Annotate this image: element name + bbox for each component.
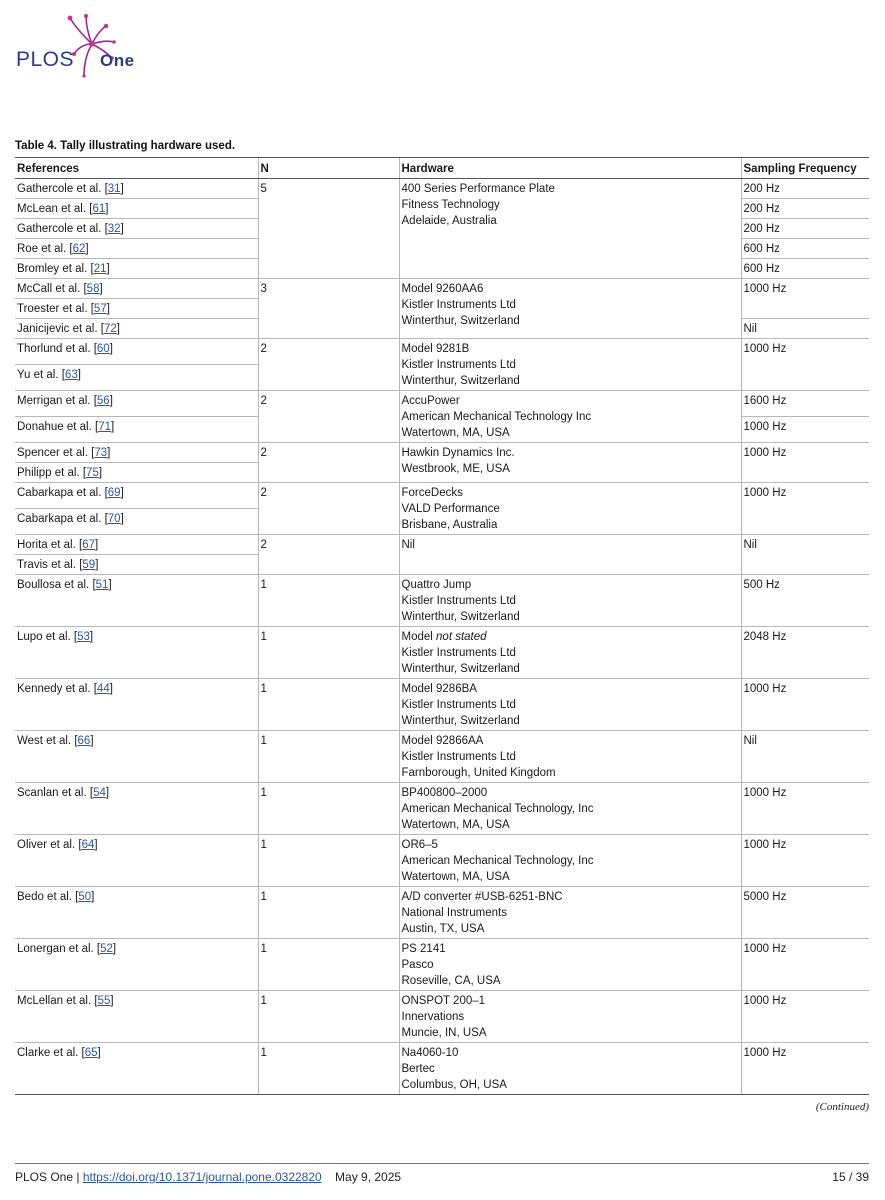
reference-author: Spencer et al. bbox=[17, 447, 88, 459]
hardware-text: Quattro Jump bbox=[401, 579, 472, 591]
hardware-text: ONSPOT 200–1 bbox=[401, 995, 486, 1007]
reference-author: Lonergan et al. bbox=[17, 943, 94, 955]
reference-cell: Troester et al. [57] bbox=[15, 299, 258, 319]
hardware-cell bbox=[399, 535, 741, 575]
sampling-frequency-cell: Nil bbox=[741, 731, 869, 783]
hardware-text: Model 9286BA bbox=[401, 683, 477, 695]
hardware-line bbox=[402, 661, 739, 677]
citation-link[interactable]: 71 bbox=[98, 421, 111, 433]
hardware-table bbox=[15, 157, 869, 1095]
hardware-cell bbox=[399, 991, 741, 1043]
reference-author: Yu et al. bbox=[17, 369, 59, 381]
reference-author: Bromley et al. bbox=[17, 263, 88, 275]
footer-separator: | bbox=[73, 1170, 83, 1184]
hardware-line bbox=[402, 281, 739, 297]
citation-link[interactable]: 58 bbox=[86, 283, 100, 295]
sampling-frequency-cell: 600 Hz bbox=[741, 239, 869, 259]
journal-logo bbox=[14, 14, 184, 78]
sampling-frequency-cell: 1000 Hz bbox=[741, 783, 869, 835]
sampling-frequency-cell: 1000 Hz bbox=[741, 939, 869, 991]
sampling-frequency-cell: 200 Hz bbox=[741, 199, 869, 219]
reference-cell: Philipp et al. [75] bbox=[15, 463, 258, 483]
hardware-text: Kistler Instruments Ltd bbox=[401, 595, 516, 607]
reference-cell: McLean et al. [61] bbox=[15, 199, 258, 219]
hardware-text: Kistler Instruments Ltd bbox=[401, 647, 516, 659]
hardware-line bbox=[402, 537, 739, 553]
hardware-text: VALD Performance bbox=[401, 503, 500, 515]
reference-author: Travis et al. bbox=[17, 559, 77, 571]
hardware-line bbox=[402, 973, 739, 989]
citation-link[interactable]: 44 bbox=[96, 683, 110, 695]
reference-author: McCall et al. bbox=[17, 283, 81, 295]
hardware-italic-note: not stated bbox=[436, 631, 487, 643]
hardware-text: Austin, TX, USA bbox=[401, 923, 485, 935]
citation-link[interactable]: 50 bbox=[78, 891, 92, 903]
hardware-line bbox=[402, 853, 739, 869]
hardware-text: BP400800–2000 bbox=[401, 787, 488, 799]
hardware-text: Hawkin Dynamics Inc. bbox=[401, 447, 515, 459]
hardware-text: Brisbane, Australia bbox=[401, 519, 498, 531]
table-row bbox=[15, 939, 869, 991]
n-cell: 3 bbox=[258, 279, 399, 339]
table-row bbox=[15, 1043, 869, 1095]
page-number: 15 / 39 bbox=[832, 1170, 869, 1184]
table-row bbox=[15, 627, 869, 679]
doi-link[interactable]: https://doi.org/10.1371/journal.pone.0322820 bbox=[82, 1170, 322, 1184]
citation-link[interactable]: 21 bbox=[93, 263, 107, 275]
reference-author: McLellan et al. bbox=[17, 995, 92, 1007]
hardware-text: Winterthur, Switzerland bbox=[401, 715, 520, 727]
table-row bbox=[15, 575, 869, 627]
page-footer bbox=[15, 1170, 869, 1184]
reference-author: Donahue et al. bbox=[17, 421, 92, 433]
hardware-cell bbox=[399, 279, 741, 339]
n-cell: 1 bbox=[258, 575, 399, 627]
sampling-frequency-cell: 5000 Hz bbox=[741, 887, 869, 939]
sampling-frequency-cell: 200 Hz bbox=[741, 219, 869, 239]
sampling-frequency-cell: 1600 Hz bbox=[741, 391, 869, 417]
hardware-text: Model bbox=[401, 631, 437, 643]
hardware-line bbox=[402, 373, 739, 389]
reference-cell: Roe et al. [62] bbox=[15, 239, 258, 259]
reference-cell: Kennedy et al. [44] bbox=[15, 679, 258, 731]
reference-cell: Lupo et al. [53] bbox=[15, 627, 258, 679]
hardware-text: Columbus, OH, USA bbox=[401, 1079, 507, 1091]
hardware-line bbox=[402, 785, 739, 801]
hardware-line bbox=[402, 1061, 739, 1077]
reference-cell: Janicijevic et al. [72] bbox=[15, 319, 258, 339]
table-row bbox=[15, 391, 869, 417]
reference-cell: Gathercole et al. [31] bbox=[15, 179, 258, 199]
citation-link[interactable]: 59 bbox=[82, 559, 96, 571]
hardware-text: 400 Series Performance Plate bbox=[401, 183, 555, 195]
logo-one: One bbox=[100, 51, 135, 70]
citation-link[interactable]: 64 bbox=[81, 839, 95, 851]
n-cell: 1 bbox=[258, 939, 399, 991]
reference-cell: Cabarkapa et al. [70] bbox=[15, 509, 258, 535]
reference-cell: West et al. [66] bbox=[15, 731, 258, 783]
table-row bbox=[15, 783, 869, 835]
hardware-line bbox=[402, 713, 739, 729]
sampling-frequency-cell: 1000 Hz bbox=[741, 279, 869, 319]
hardware-text: Nil bbox=[401, 539, 415, 551]
hardware-text: Winterthur, Switzerland bbox=[401, 315, 520, 327]
table-row bbox=[15, 483, 869, 509]
hardware-line bbox=[402, 297, 739, 313]
n-cell: 2 bbox=[258, 391, 399, 443]
hardware-line bbox=[402, 993, 739, 1009]
hardware-text: ForceDecks bbox=[401, 487, 463, 499]
continued-label: (Continued) bbox=[815, 1101, 869, 1113]
hardware-text: Westbrook, ME, USA bbox=[401, 463, 510, 475]
hardware-line bbox=[402, 409, 739, 425]
n-cell: 1 bbox=[258, 991, 399, 1043]
hardware-text: American Mechanical Technology, Inc bbox=[401, 855, 594, 867]
hardware-cell bbox=[399, 443, 741, 483]
reference-author: Oliver et al. bbox=[17, 839, 76, 851]
reference-cell: Clarke et al. [65] bbox=[15, 1043, 258, 1095]
hardware-line bbox=[402, 733, 739, 749]
sampling-frequency-cell: 1000 Hz bbox=[741, 1043, 869, 1095]
hardware-line bbox=[402, 1025, 739, 1041]
hardware-line bbox=[402, 517, 739, 533]
reference-cell: McCall et al. [58] bbox=[15, 279, 258, 299]
hardware-text: Fitness Technology bbox=[401, 199, 500, 211]
reference-cell: Gathercole et al. [32] bbox=[15, 219, 258, 239]
hardware-text: Roseville, CA, USA bbox=[401, 975, 501, 987]
hardware-line bbox=[402, 629, 739, 645]
hardware-line bbox=[402, 357, 739, 373]
reference-cell: Cabarkapa et al. [69] bbox=[15, 483, 258, 509]
hardware-text: Kistler Instruments Ltd bbox=[401, 751, 516, 763]
hardware-text: Model 92866AA bbox=[401, 735, 484, 747]
hardware-cell bbox=[399, 1043, 741, 1095]
hardware-text: Winterthur, Switzerland bbox=[401, 663, 520, 675]
hardware-line bbox=[402, 921, 739, 937]
hardware-text: Kistler Instruments Ltd bbox=[401, 699, 516, 711]
reference-author: Clarke et al. bbox=[17, 1047, 79, 1059]
hardware-cell bbox=[399, 835, 741, 887]
reference-author: West et al. bbox=[17, 735, 72, 747]
sampling-frequency-cell: 1000 Hz bbox=[741, 339, 869, 391]
reference-author: Gathercole et al. bbox=[17, 183, 102, 195]
hardware-text: AccuPower bbox=[401, 395, 460, 407]
table-row bbox=[15, 731, 869, 783]
table-row bbox=[15, 679, 869, 731]
sampling-frequency-cell: 1000 Hz bbox=[741, 991, 869, 1043]
sampling-frequency-cell: 1000 Hz bbox=[741, 417, 869, 443]
sampling-frequency-cell: 2048 Hz bbox=[741, 627, 869, 679]
hardware-line bbox=[402, 181, 739, 197]
sampling-frequency-cell: 1000 Hz bbox=[741, 483, 869, 535]
hardware-text: Innervations bbox=[401, 1011, 465, 1023]
table-row bbox=[15, 887, 869, 939]
reference-cell: Merrigan et al. [56] bbox=[15, 391, 258, 417]
hardware-text: National Instruments bbox=[401, 907, 507, 919]
citation-link[interactable]: 32 bbox=[107, 223, 121, 235]
reference-cell: Scanlan et al. [54] bbox=[15, 783, 258, 835]
reference-cell: Boullosa et al. [51] bbox=[15, 575, 258, 627]
col-header-sampling-frequency: Sampling Frequency bbox=[741, 158, 869, 179]
hardware-line bbox=[402, 817, 739, 833]
hardware-cell bbox=[399, 627, 741, 679]
table-row bbox=[15, 339, 869, 365]
reference-cell: McLellan et al. [55] bbox=[15, 991, 258, 1043]
table-header-row bbox=[15, 158, 869, 179]
hardware-cell bbox=[399, 575, 741, 627]
hardware-text: Winterthur, Switzerland bbox=[401, 375, 520, 387]
table-body bbox=[15, 179, 869, 1095]
hardware-line bbox=[402, 501, 739, 517]
citation-link[interactable]: 73 bbox=[94, 447, 108, 459]
reference-author: Lupo et al. bbox=[17, 631, 71, 643]
sampling-frequency-cell: 1000 Hz bbox=[741, 443, 869, 483]
reference-cell: Bedo et al. [50] bbox=[15, 887, 258, 939]
citation-link[interactable]: 51 bbox=[95, 579, 109, 591]
sampling-frequency-cell: Nil bbox=[741, 319, 869, 339]
hardware-line bbox=[402, 593, 739, 609]
citation-link[interactable]: 67 bbox=[82, 539, 95, 551]
hardware-text: Adelaide, Australia bbox=[401, 215, 497, 227]
hardware-text: Na4060-10 bbox=[401, 1047, 459, 1059]
table-row bbox=[15, 179, 869, 199]
reference-cell: Oliver et al. [64] bbox=[15, 835, 258, 887]
reference-author: Philipp et al. bbox=[17, 467, 80, 479]
reference-author: Cabarkapa et al. bbox=[17, 487, 102, 499]
reference-author: Kennedy et al. bbox=[17, 683, 91, 695]
hardware-text: Watertown, MA, USA bbox=[401, 427, 510, 439]
n-cell: 1 bbox=[258, 783, 399, 835]
col-header-hardware: Hardware bbox=[399, 158, 741, 179]
hardware-cell bbox=[399, 179, 741, 279]
hardware-cell bbox=[399, 391, 741, 443]
hardware-cell bbox=[399, 339, 741, 391]
hardware-line bbox=[402, 313, 739, 329]
hardware-line bbox=[402, 341, 739, 357]
sampling-frequency-cell: 600 Hz bbox=[741, 259, 869, 279]
reference-cell: Horita et al. [67] bbox=[15, 535, 258, 555]
reference-author: Horita et al. bbox=[17, 539, 76, 551]
citation-link[interactable]: 56 bbox=[96, 395, 110, 407]
reference-author: Boullosa et al. bbox=[17, 579, 90, 591]
reference-author: Merrigan et al. bbox=[17, 395, 91, 407]
citation-link[interactable]: 55 bbox=[97, 995, 111, 1007]
citation-link[interactable]: 70 bbox=[107, 513, 121, 525]
n-cell: 2 bbox=[258, 339, 399, 391]
n-cell: 1 bbox=[258, 731, 399, 783]
footer-date: May 9, 2025 bbox=[335, 1170, 402, 1184]
hardware-line bbox=[402, 577, 739, 593]
hardware-text: American Mechanical Technology, Inc bbox=[401, 803, 594, 815]
hardware-line bbox=[402, 957, 739, 973]
reference-author: Scanlan et al. bbox=[17, 787, 87, 799]
hardware-line bbox=[402, 445, 739, 461]
citation-link[interactable]: 66 bbox=[77, 735, 91, 747]
hardware-line bbox=[402, 801, 739, 817]
citation-link[interactable]: 60 bbox=[96, 343, 110, 355]
logo-wordmark bbox=[16, 48, 135, 72]
hardware-text: Pasco bbox=[401, 959, 434, 971]
n-cell: 1 bbox=[258, 835, 399, 887]
n-cell: 5 bbox=[258, 179, 399, 279]
table-row bbox=[15, 279, 869, 299]
footer-journal: PLOS One bbox=[15, 1170, 74, 1184]
hardware-line bbox=[402, 889, 739, 905]
hardware-cell bbox=[399, 939, 741, 991]
hardware-cell bbox=[399, 679, 741, 731]
hardware-text: PS 2141 bbox=[401, 943, 446, 955]
reference-cell: Thorlund et al. [60] bbox=[15, 339, 258, 365]
hardware-line bbox=[402, 485, 739, 501]
sampling-frequency-cell: 500 Hz bbox=[741, 575, 869, 627]
citation-link[interactable]: 72 bbox=[103, 323, 117, 335]
hardware-text: Watertown, MA, USA bbox=[401, 819, 510, 831]
hardware-cell bbox=[399, 731, 741, 783]
col-header-references: References bbox=[15, 158, 258, 179]
hardware-text: American Mechanical Technology Inc bbox=[401, 411, 592, 423]
hardware-line bbox=[402, 869, 739, 885]
n-cell: 2 bbox=[258, 535, 399, 575]
col-header-n: N bbox=[258, 158, 399, 179]
citation-link[interactable]: 57 bbox=[93, 303, 107, 315]
reference-cell: Bromley et al. [21] bbox=[15, 259, 258, 279]
citation-link[interactable]: 75 bbox=[86, 467, 99, 479]
hardware-line bbox=[402, 681, 739, 697]
table-row bbox=[15, 835, 869, 887]
hardware-line bbox=[402, 697, 739, 713]
citation-link[interactable]: 65 bbox=[84, 1047, 98, 1059]
citation-link[interactable]: 54 bbox=[93, 787, 106, 799]
hardware-line bbox=[402, 393, 739, 409]
n-cell: 1 bbox=[258, 679, 399, 731]
n-cell: 2 bbox=[258, 443, 399, 483]
table-row bbox=[15, 991, 869, 1043]
reference-cell: Lonergan et al. [52] bbox=[15, 939, 258, 991]
citation-link[interactable]: 61 bbox=[92, 203, 106, 215]
reference-author: Gathercole et al. bbox=[17, 223, 102, 235]
n-cell: 1 bbox=[258, 627, 399, 679]
hardware-line bbox=[402, 837, 739, 853]
n-cell: 1 bbox=[258, 1043, 399, 1095]
n-cell: 1 bbox=[258, 887, 399, 939]
hardware-line bbox=[402, 941, 739, 957]
hardware-text: Bertec bbox=[401, 1063, 435, 1075]
hardware-text: Muncie, IN, USA bbox=[401, 1027, 487, 1039]
hardware-line bbox=[402, 645, 739, 661]
hardware-text: OR6–5 bbox=[401, 839, 438, 851]
citation-link[interactable]: 31 bbox=[107, 183, 121, 195]
table-row bbox=[15, 535, 869, 555]
n-cell: 2 bbox=[258, 483, 399, 535]
hardware-text: Farnborough, United Kingdom bbox=[401, 767, 556, 779]
sampling-frequency-cell: 1000 Hz bbox=[741, 679, 869, 731]
hardware-line bbox=[402, 749, 739, 765]
reference-cell: Yu et al. [63] bbox=[15, 365, 258, 391]
reference-cell: Travis et al. [59] bbox=[15, 555, 258, 575]
reference-author: Troester et al. bbox=[17, 303, 88, 315]
sampling-frequency-cell: 200 Hz bbox=[741, 179, 869, 199]
reference-author: Bedo et al. bbox=[17, 891, 72, 903]
reference-author: Cabarkapa et al. bbox=[17, 513, 102, 525]
hardware-text: Watertown, MA, USA bbox=[401, 871, 510, 883]
footer-divider bbox=[15, 1163, 869, 1164]
logo-plos: PLOS bbox=[16, 48, 75, 71]
citation-link[interactable]: 69 bbox=[107, 487, 121, 499]
citation-link[interactable]: 53 bbox=[77, 631, 90, 643]
reference-author: Janicijevic et al. bbox=[17, 323, 98, 335]
sampling-frequency-cell: 1000 Hz bbox=[741, 835, 869, 887]
hardware-cell bbox=[399, 483, 741, 535]
hardware-text: A/D converter #USB-6251-BNC bbox=[401, 891, 563, 903]
sampling-frequency-cell: Nil bbox=[741, 535, 869, 575]
hardware-line bbox=[402, 1077, 739, 1093]
hardware-line bbox=[402, 213, 739, 229]
reference-author: Roe et al. bbox=[17, 243, 67, 255]
hardware-text: Kistler Instruments Ltd bbox=[401, 359, 516, 371]
reference-author: Thorlund et al. bbox=[17, 343, 91, 355]
citation-link[interactable]: 63 bbox=[64, 369, 78, 381]
reference-cell: Spencer et al. [73] bbox=[15, 443, 258, 463]
hardware-line bbox=[402, 905, 739, 921]
hardware-line bbox=[402, 461, 739, 477]
hardware-line bbox=[402, 1009, 739, 1025]
hardware-line bbox=[402, 1045, 739, 1061]
hardware-line bbox=[402, 197, 739, 213]
citation-link[interactable]: 62 bbox=[72, 243, 86, 255]
citation-link[interactable]: 52 bbox=[100, 943, 113, 955]
hardware-line bbox=[402, 425, 739, 441]
hardware-line bbox=[402, 609, 739, 625]
reference-author: McLean et al. bbox=[17, 203, 87, 215]
hardware-cell bbox=[399, 783, 741, 835]
hardware-cell bbox=[399, 887, 741, 939]
hardware-text: Winterthur, Switzerland bbox=[401, 611, 520, 623]
hardware-text: Kistler Instruments Ltd bbox=[401, 299, 516, 311]
hardware-text: Model 9260AA6 bbox=[401, 283, 484, 295]
table-caption: Table 4. Tally illustrating hardware used. bbox=[15, 140, 236, 152]
table-row bbox=[15, 443, 869, 463]
hardware-line bbox=[402, 765, 739, 781]
reference-cell: Donahue et al. [71] bbox=[15, 417, 258, 443]
hardware-text: Model 9281B bbox=[401, 343, 470, 355]
